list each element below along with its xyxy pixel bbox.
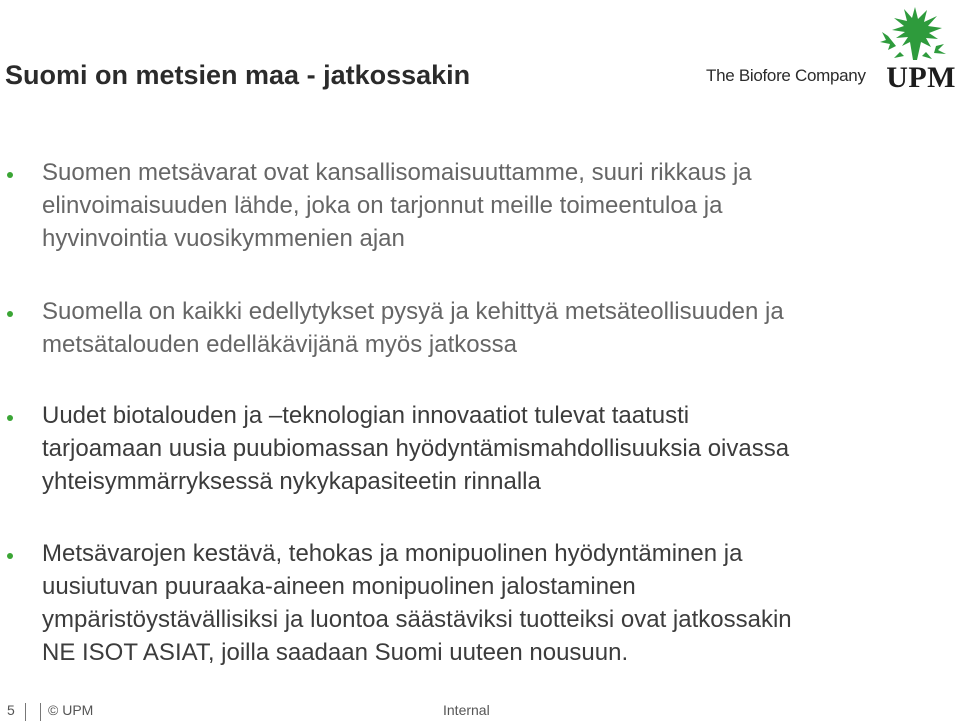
bullet-line: elinvoimaisuuden lähde, joka on tarjonnut meille toimeentuloa ja	[42, 192, 723, 219]
upm-logo	[706, 6, 956, 96]
bullet-line: uusiutuvan puuraaka-aineen monipuolinen jalostaminen	[42, 573, 636, 600]
bullet-item	[0, 399, 960, 498]
bullet-item	[0, 537, 960, 669]
bullet-item	[0, 156, 960, 255]
page-number: 5	[7, 702, 15, 718]
bullet-dot-icon	[7, 311, 13, 317]
slide-title: Suomi on metsien maa - jatkossakin	[5, 60, 471, 90]
bullet-line: ympäristöystävällisiksi ja luontoa säästäviksi tuotteiksi ovat jatkossakin	[42, 606, 792, 633]
bullet-line: metsätalouden edelläkävijänä myös jatkossa	[42, 331, 517, 358]
bullet-item	[0, 295, 960, 361]
bullet-dot-icon	[7, 172, 13, 178]
slide-footer	[0, 702, 960, 723]
logo-brand: UPM	[886, 61, 956, 94]
bullet-line: NE ISOT ASIAT, joilla saadaan Suomi uuteen nousuun.	[42, 639, 629, 666]
bullet-line: tarjoamaan uusia puubiomassan hyödyntämismahdollisuuksia oivassa	[42, 435, 790, 462]
bullet-line: Suomen metsävarat ovat kansallisomaisuuttamme, suuri rikkaus ja	[42, 159, 752, 186]
footer-divider	[25, 703, 26, 721]
bullet-dot-icon	[7, 553, 13, 559]
griffin-tree-icon	[880, 6, 946, 62]
bullet-dot-icon	[7, 415, 13, 421]
bullet-list	[0, 156, 960, 669]
copyright-notice: © UPM	[48, 702, 94, 718]
footer-divider	[40, 703, 41, 721]
logo-tagline: The Biofore Company	[706, 66, 866, 85]
classification-label: Internal	[443, 702, 490, 718]
bullet-line: Uudet biotalouden ja –teknologian innovaatiot tulevat taatusti	[42, 402, 690, 429]
bullet-line: Metsävarojen kestävä, tehokas ja monipuolinen hyödyntäminen ja	[42, 540, 743, 567]
bullet-line: Suomella on kaikki edellytykset pysyä ja kehittyä metsäteollisuuden ja	[42, 298, 784, 325]
bullet-line: yhteisymmärryksessä nykykapasiteetin rinnalla	[42, 468, 541, 495]
bullet-line: hyvinvointia vuosikymmenien ajan	[42, 225, 405, 252]
